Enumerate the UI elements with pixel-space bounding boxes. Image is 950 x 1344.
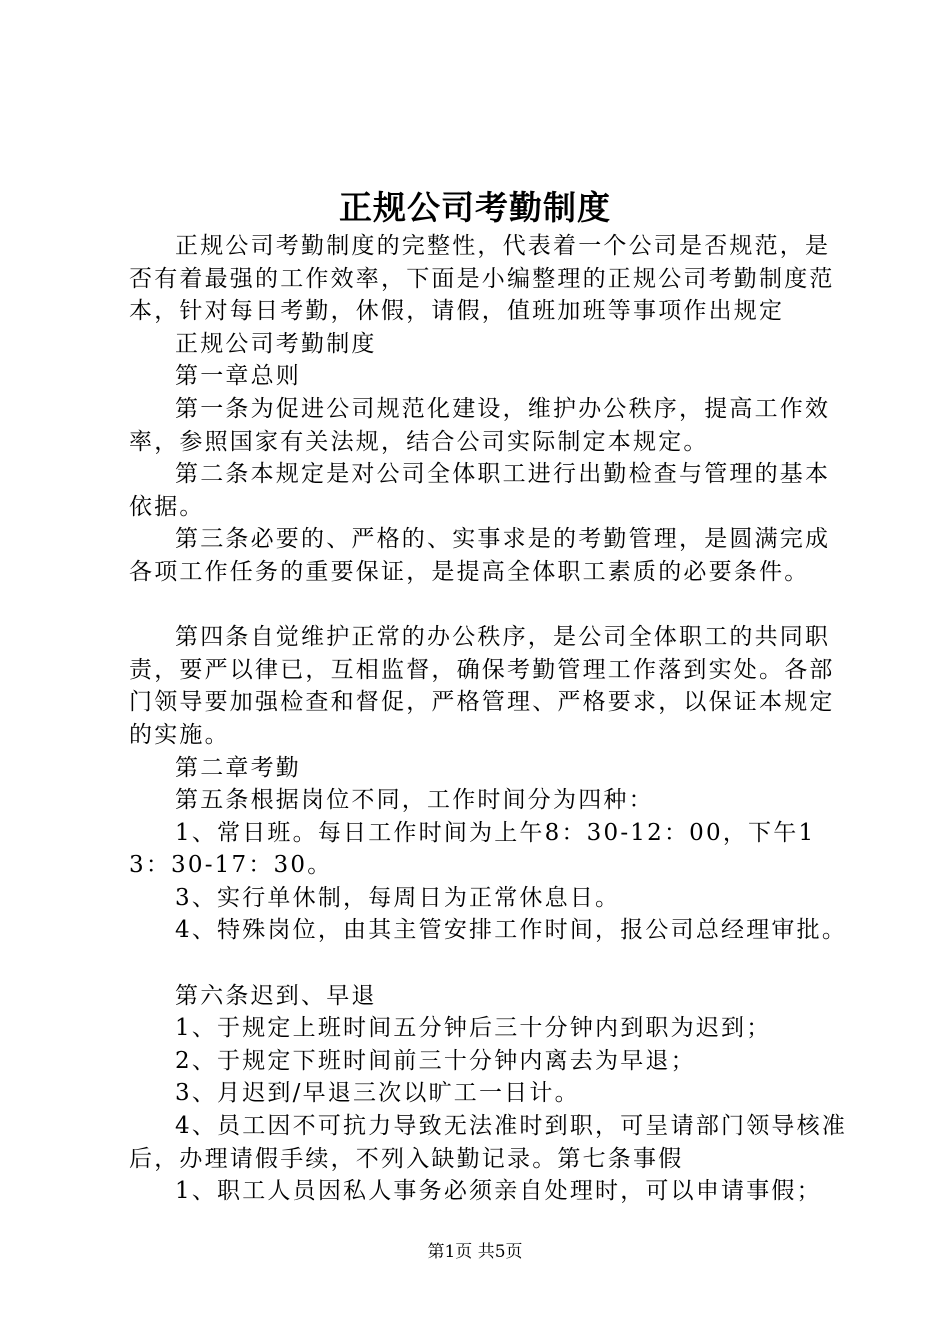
section-heading: 正规公司考勤制度: [175, 330, 377, 357]
document-body: [129, 230, 849, 1208]
list-item: 3、实行单休制，每周日为正常休息日。: [175, 884, 621, 911]
list-item: 1、职工人员因私人事务必须亲自处理时，可以申请事假；: [175, 1178, 822, 1205]
page-footer: 第1页 共5页: [427, 1242, 523, 1262]
article-paragraph: 第四条自觉维护正常的办公秩序，是公司全体职工的共同职责，要严以律已，互相监督，确保考勤管理工作落到实处。各部门领导要加强检查和督促，严格管理、严格要求，以保证本规定的实施。: [129, 624, 835, 748]
list-item: 3、月迟到/早退三次以旷工一日计。: [175, 1080, 580, 1107]
article-paragraph: 第三条必要的、严格的、实事求是的考勤管理，是圆满完成各项工作任务的重要保证，是提高全体职工素质的必要条件。: [129, 526, 831, 585]
article-paragraph: 第一条为促进公司规范化建设，维护办公秩序，提高工作效率，参照国家有关法规，结合公司实际制定本规定。: [129, 395, 831, 455]
list-item: 1、于规定上班时间五分钟后三十分钟内到职为迟到；: [175, 1015, 772, 1042]
list-item: 4、特殊岗位，由其主管安排工作时间，报公司总经理审批。: [175, 917, 848, 944]
list-item: 1、常日班。每日工作时间为上午8：30-12：00，下午13：30-17：30。: [129, 819, 816, 879]
chapter-heading: 第一章总则: [175, 363, 301, 390]
chapter-heading: 第二章考勤: [175, 754, 301, 781]
list-item: 4、员工因不可抗力导致无法准时到职，可呈请部门领导核准后，办理请假手续，不列入缺勤记录。第七条事假: [129, 1113, 848, 1172]
article-paragraph: 第五条根据岗位不同，工作时间分为四种：: [175, 787, 654, 814]
article-paragraph: 第二条本规定是对公司全体职工进行出勤检查与管理的基本依据。: [129, 461, 831, 520]
article-paragraph: 第六条迟到、早退: [175, 982, 377, 1009]
list-item: 2、于规定下班时间前三十分钟内离去为早退；: [175, 1047, 696, 1074]
intro-paragraph: 正规公司考勤制度的完整性，代表着一个公司是否规范，是否有着最强的工作效率，下面是小编整理的正规公司考勤制度范本，针对每日考勤，休假，请假，值班加班等事项作出规定: [129, 233, 835, 325]
paragraph-gap: [129, 947, 849, 980]
paragraph-gap: [129, 589, 849, 622]
document-title: 正规公司考勤制度: [339, 188, 611, 227]
